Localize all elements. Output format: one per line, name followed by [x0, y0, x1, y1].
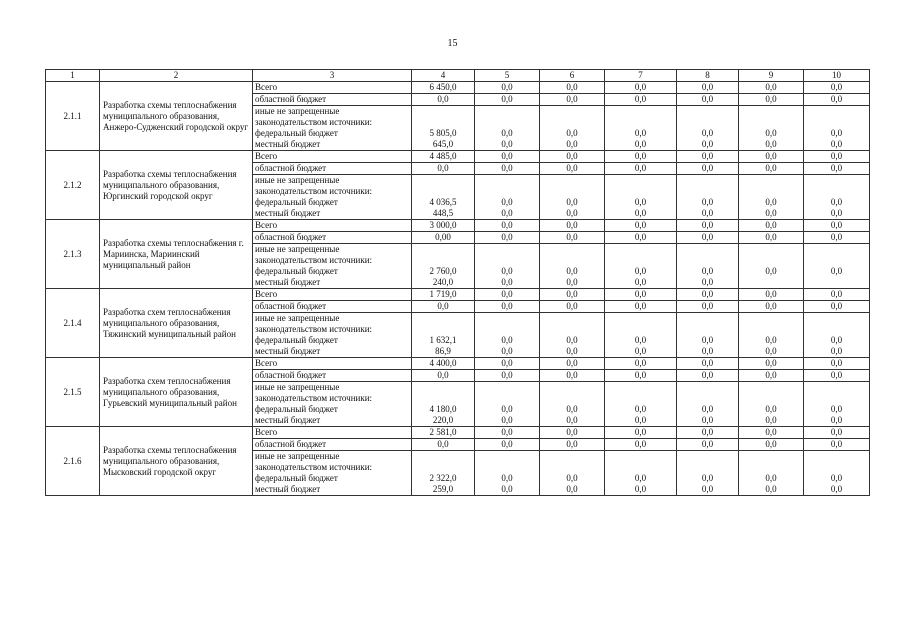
funding-source: Всего [253, 151, 412, 163]
value-cell: 0,0 [540, 301, 605, 313]
item-number: 2.1.3 [46, 220, 100, 289]
value-cell: 0,0 [605, 415, 677, 427]
value-cell: 448,5 [412, 208, 475, 220]
value-cell: 0,0 [677, 151, 739, 163]
value-cell: 0,0 [475, 232, 540, 244]
value-cell: 0,0 [677, 244, 739, 278]
value-cell: 0,0 [605, 427, 677, 439]
value-cell: 0,0 [605, 301, 677, 313]
value-cell: 0,0 [677, 370, 739, 382]
value-cell: 0,0 [804, 313, 870, 347]
item-number: 2.1.5 [46, 358, 100, 427]
table-row [46, 151, 870, 163]
value-cell: 0,0 [475, 346, 540, 358]
value-cell: 0,0 [739, 313, 804, 347]
value-cell: 0,0 [605, 139, 677, 151]
value-cell: 0,0 [739, 151, 804, 163]
value-cell: 1 719,0 [412, 289, 475, 301]
value-cell: 0,0 [412, 94, 475, 106]
value-cell: 220,0 [412, 415, 475, 427]
value-cell: 0,0 [475, 82, 540, 94]
item-name: Разработка схем теплоснабжения муниципального образования, Тяжинский муниципальный район [100, 289, 253, 358]
funding-source: областной бюджет [253, 94, 412, 106]
value-cell: 0,0 [605, 232, 677, 244]
header-cell: 7 [605, 70, 677, 82]
item-number: 2.1.6 [46, 427, 100, 496]
value-cell: 0,0 [540, 106, 605, 140]
item-name: Разработка схемы теплоснабжения муниципального образования, Мысковский городской округ [100, 427, 253, 496]
value-cell [739, 277, 804, 289]
funding-source: областной бюджет [253, 232, 412, 244]
value-cell: 0,0 [677, 439, 739, 451]
value-cell: 0,0 [475, 484, 540, 496]
funding-source: Всего [253, 427, 412, 439]
value-cell: 0,0 [739, 220, 804, 232]
funding-source: местный бюджет [253, 208, 412, 220]
table-row [46, 427, 870, 439]
table-row [46, 220, 870, 232]
value-cell: 0,0 [540, 451, 605, 485]
value-cell: 0,0 [605, 484, 677, 496]
value-cell: 1 632,1 [412, 313, 475, 347]
value-cell: 0,0 [677, 232, 739, 244]
value-cell: 0,0 [804, 106, 870, 140]
item-number: 2.1.4 [46, 289, 100, 358]
funding-source: местный бюджет [253, 484, 412, 496]
funding-source: Всего [253, 220, 412, 232]
funding-source: областной бюджет [253, 301, 412, 313]
value-cell: 0,0 [804, 301, 870, 313]
value-cell: 0,0 [677, 208, 739, 220]
value-cell: 0,0 [804, 370, 870, 382]
item-name: Разработка схемы теплоснабжения муниципального образования, Юргинский городской округ [100, 151, 253, 220]
value-cell: 0,0 [739, 484, 804, 496]
value-cell: 0,0 [540, 232, 605, 244]
value-cell: 0,0 [677, 139, 739, 151]
funding-source: местный бюджет [253, 346, 412, 358]
value-cell: 0,0 [605, 346, 677, 358]
value-cell: 0,0 [475, 289, 540, 301]
funding-source: областной бюджет [253, 163, 412, 175]
value-cell: 0,0 [475, 208, 540, 220]
value-cell: 0,0 [412, 370, 475, 382]
value-cell: 4 036,5 [412, 175, 475, 209]
item-number: 2.1.1 [46, 82, 100, 151]
value-cell: 0,0 [605, 313, 677, 347]
value-cell: 0,0 [540, 139, 605, 151]
value-cell: 0,0 [804, 208, 870, 220]
value-cell: 0,0 [804, 346, 870, 358]
value-cell: 0,0 [677, 220, 739, 232]
value-cell: 0,0 [739, 139, 804, 151]
value-cell: 0,0 [677, 346, 739, 358]
value-cell: 0,0 [804, 220, 870, 232]
value-cell: 0,0 [540, 346, 605, 358]
value-cell: 0,0 [677, 106, 739, 140]
value-cell: 0,0 [540, 370, 605, 382]
value-cell: 0,0 [605, 175, 677, 209]
value-cell: 0,0 [677, 289, 739, 301]
value-cell: 0,0 [475, 370, 540, 382]
value-cell: 0,0 [475, 175, 540, 209]
value-cell: 0,0 [739, 427, 804, 439]
value-cell: 0,0 [804, 163, 870, 175]
value-cell: 0,0 [804, 244, 870, 278]
value-cell: 2 760,0 [412, 244, 475, 278]
value-cell: 6 450,0 [412, 82, 475, 94]
value-cell: 0,0 [540, 484, 605, 496]
header-cell: 10 [804, 70, 870, 82]
value-cell: 0,0 [605, 220, 677, 232]
value-cell: 0,0 [677, 313, 739, 347]
value-cell: 0,0 [677, 427, 739, 439]
table-row [46, 82, 870, 94]
value-cell: 0,0 [605, 94, 677, 106]
value-cell: 0,0 [804, 427, 870, 439]
value-cell: 4 485,0 [412, 151, 475, 163]
funding-source: иные не запрещенные законодательством источники: федеральный бюджет [253, 106, 412, 140]
value-cell: 0,0 [540, 427, 605, 439]
value-cell: 0,0 [475, 94, 540, 106]
value-cell: 0,0 [540, 382, 605, 416]
value-cell: 0,0 [804, 151, 870, 163]
value-cell: 0,0 [475, 163, 540, 175]
value-cell: 0,0 [739, 358, 804, 370]
value-cell: 0,0 [677, 175, 739, 209]
value-cell: 0,0 [677, 358, 739, 370]
value-cell: 0,0 [540, 94, 605, 106]
header-cell: 2 [100, 70, 253, 82]
value-cell: 0,0 [677, 415, 739, 427]
value-cell: 0,0 [605, 289, 677, 301]
value-cell: 0,0 [677, 451, 739, 485]
value-cell: 0,0 [475, 277, 540, 289]
value-cell: 0,0 [739, 289, 804, 301]
value-cell: 86,9 [412, 346, 475, 358]
value-cell: 0,0 [804, 439, 870, 451]
value-cell: 0,0 [739, 106, 804, 140]
value-cell: 0,0 [475, 106, 540, 140]
item-name: Разработка схем теплоснабжения муниципального образования, Гурьевский муниципальный район [100, 358, 253, 427]
value-cell: 0,0 [475, 358, 540, 370]
value-cell: 0,0 [739, 208, 804, 220]
value-cell: 4 180,0 [412, 382, 475, 416]
value-cell: 0,0 [412, 301, 475, 313]
value-cell: 0,0 [804, 175, 870, 209]
value-cell: 0,0 [677, 301, 739, 313]
value-cell: 0,0 [475, 415, 540, 427]
value-cell: 4 400,0 [412, 358, 475, 370]
value-cell: 0,0 [540, 277, 605, 289]
value-cell: 0,0 [804, 358, 870, 370]
value-cell: 5 805,0 [412, 106, 475, 140]
item-name: Разработка схемы теплоснабжения муниципального образования, Анжеро-Судженский городской округ [100, 82, 253, 151]
value-cell: 0,0 [540, 415, 605, 427]
funding-source: местный бюджет [253, 277, 412, 289]
funding-source: местный бюджет [253, 139, 412, 151]
value-cell: 0,0 [475, 139, 540, 151]
value-cell: 0,0 [739, 232, 804, 244]
value-cell: 0,0 [677, 94, 739, 106]
header-cell: 5 [475, 70, 540, 82]
value-cell: 0,0 [739, 382, 804, 416]
header-cell: 1 [46, 70, 100, 82]
table-row [46, 358, 870, 370]
value-cell: 2 322,0 [412, 451, 475, 485]
value-cell: 0,0 [677, 484, 739, 496]
value-cell: 0,0 [739, 301, 804, 313]
value-cell: 0,0 [804, 94, 870, 106]
value-cell: 0,0 [475, 439, 540, 451]
header-cell: 8 [677, 70, 739, 82]
value-cell: 0,0 [540, 358, 605, 370]
value-cell: 0,0 [540, 82, 605, 94]
value-cell: 0,0 [540, 163, 605, 175]
value-cell: 3 000,0 [412, 220, 475, 232]
item-number: 2.1.2 [46, 151, 100, 220]
value-cell: 0,0 [739, 175, 804, 209]
header-cell: 4 [412, 70, 475, 82]
value-cell: 0,0 [605, 370, 677, 382]
funding-source: иные не запрещенные законодательством источники: федеральный бюджет [253, 175, 412, 209]
funding-source: местный бюджет [253, 415, 412, 427]
value-cell: 0,0 [475, 301, 540, 313]
value-cell: 0,0 [605, 82, 677, 94]
value-cell: 0,0 [739, 346, 804, 358]
value-cell: 0,0 [605, 277, 677, 289]
value-cell: 0,0 [605, 106, 677, 140]
value-cell: 0,0 [605, 358, 677, 370]
value-cell: 0,0 [540, 151, 605, 163]
item-name: Разработка схемы теплоснабжения г. Мариинска, Мариинский муниципальный район [100, 220, 253, 289]
funding-source: иные не запрещенные законодательством источники: федеральный бюджет [253, 382, 412, 416]
value-cell: 0,0 [540, 208, 605, 220]
value-cell: 0,0 [739, 82, 804, 94]
value-cell: 0,0 [739, 415, 804, 427]
value-cell: 0,0 [475, 451, 540, 485]
value-cell: 0,0 [804, 451, 870, 485]
value-cell: 0,0 [739, 439, 804, 451]
value-cell: 259,0 [412, 484, 475, 496]
value-cell: 0,0 [475, 427, 540, 439]
value-cell: 0,0 [540, 313, 605, 347]
value-cell: 0,0 [605, 382, 677, 416]
value-cell: 0,0 [605, 163, 677, 175]
value-cell: 0,0 [739, 244, 804, 278]
value-cell: 0,0 [540, 439, 605, 451]
value-cell: 0,0 [804, 382, 870, 416]
value-cell: 0,0 [677, 163, 739, 175]
value-cell: 0,0 [677, 382, 739, 416]
value-cell: 0,0 [804, 232, 870, 244]
value-cell: 0,0 [804, 289, 870, 301]
budget-table [45, 69, 870, 496]
funding-source: иные не запрещенные законодательством источники: федеральный бюджет [253, 451, 412, 485]
value-cell: 0,0 [605, 151, 677, 163]
value-cell: 0,0 [804, 484, 870, 496]
value-cell: 0,0 [412, 439, 475, 451]
value-cell: 0,0 [804, 82, 870, 94]
value-cell: 0,0 [605, 244, 677, 278]
funding-source: областной бюджет [253, 370, 412, 382]
value-cell: 645,0 [412, 139, 475, 151]
value-cell: 0,0 [804, 139, 870, 151]
value-cell: 240,0 [412, 277, 475, 289]
header-cell: 3 [253, 70, 412, 82]
funding-source: иные не запрещенные законодательством источники: федеральный бюджет [253, 244, 412, 278]
value-cell: 0,0 [412, 163, 475, 175]
value-cell: 0,0 [605, 451, 677, 485]
header-row [46, 70, 870, 82]
value-cell: 2 581,0 [412, 427, 475, 439]
value-cell: 0,0 [677, 82, 739, 94]
value-cell: 0,0 [475, 382, 540, 416]
page-number: 15 [447, 38, 458, 49]
value-cell: 0,0 [739, 94, 804, 106]
value-cell: 0,0 [605, 439, 677, 451]
value-cell: 0,0 [475, 220, 540, 232]
table-row [46, 289, 870, 301]
funding-source: Всего [253, 289, 412, 301]
value-cell: 0,0 [540, 220, 605, 232]
table-body [46, 70, 870, 496]
value-cell: 0,0 [540, 289, 605, 301]
value-cell: 0,0 [739, 163, 804, 175]
funding-source: Всего [253, 358, 412, 370]
value-cell: 0,00 [412, 232, 475, 244]
value-cell: 0,0 [739, 451, 804, 485]
value-cell [804, 277, 870, 289]
value-cell: 0,0 [804, 415, 870, 427]
funding-source: Всего [253, 82, 412, 94]
header-cell: 9 [739, 70, 804, 82]
value-cell: 0,0 [475, 313, 540, 347]
value-cell: 0,0 [605, 208, 677, 220]
header-cell: 6 [540, 70, 605, 82]
value-cell: 0,0 [475, 244, 540, 278]
value-cell: 0,0 [540, 175, 605, 209]
funding-source: областной бюджет [253, 439, 412, 451]
value-cell: 0,0 [739, 370, 804, 382]
value-cell: 0,0 [540, 244, 605, 278]
funding-source: иные не запрещенные законодательством источники: федеральный бюджет [253, 313, 412, 347]
value-cell: 0,0 [677, 277, 739, 289]
value-cell: 0,0 [475, 151, 540, 163]
